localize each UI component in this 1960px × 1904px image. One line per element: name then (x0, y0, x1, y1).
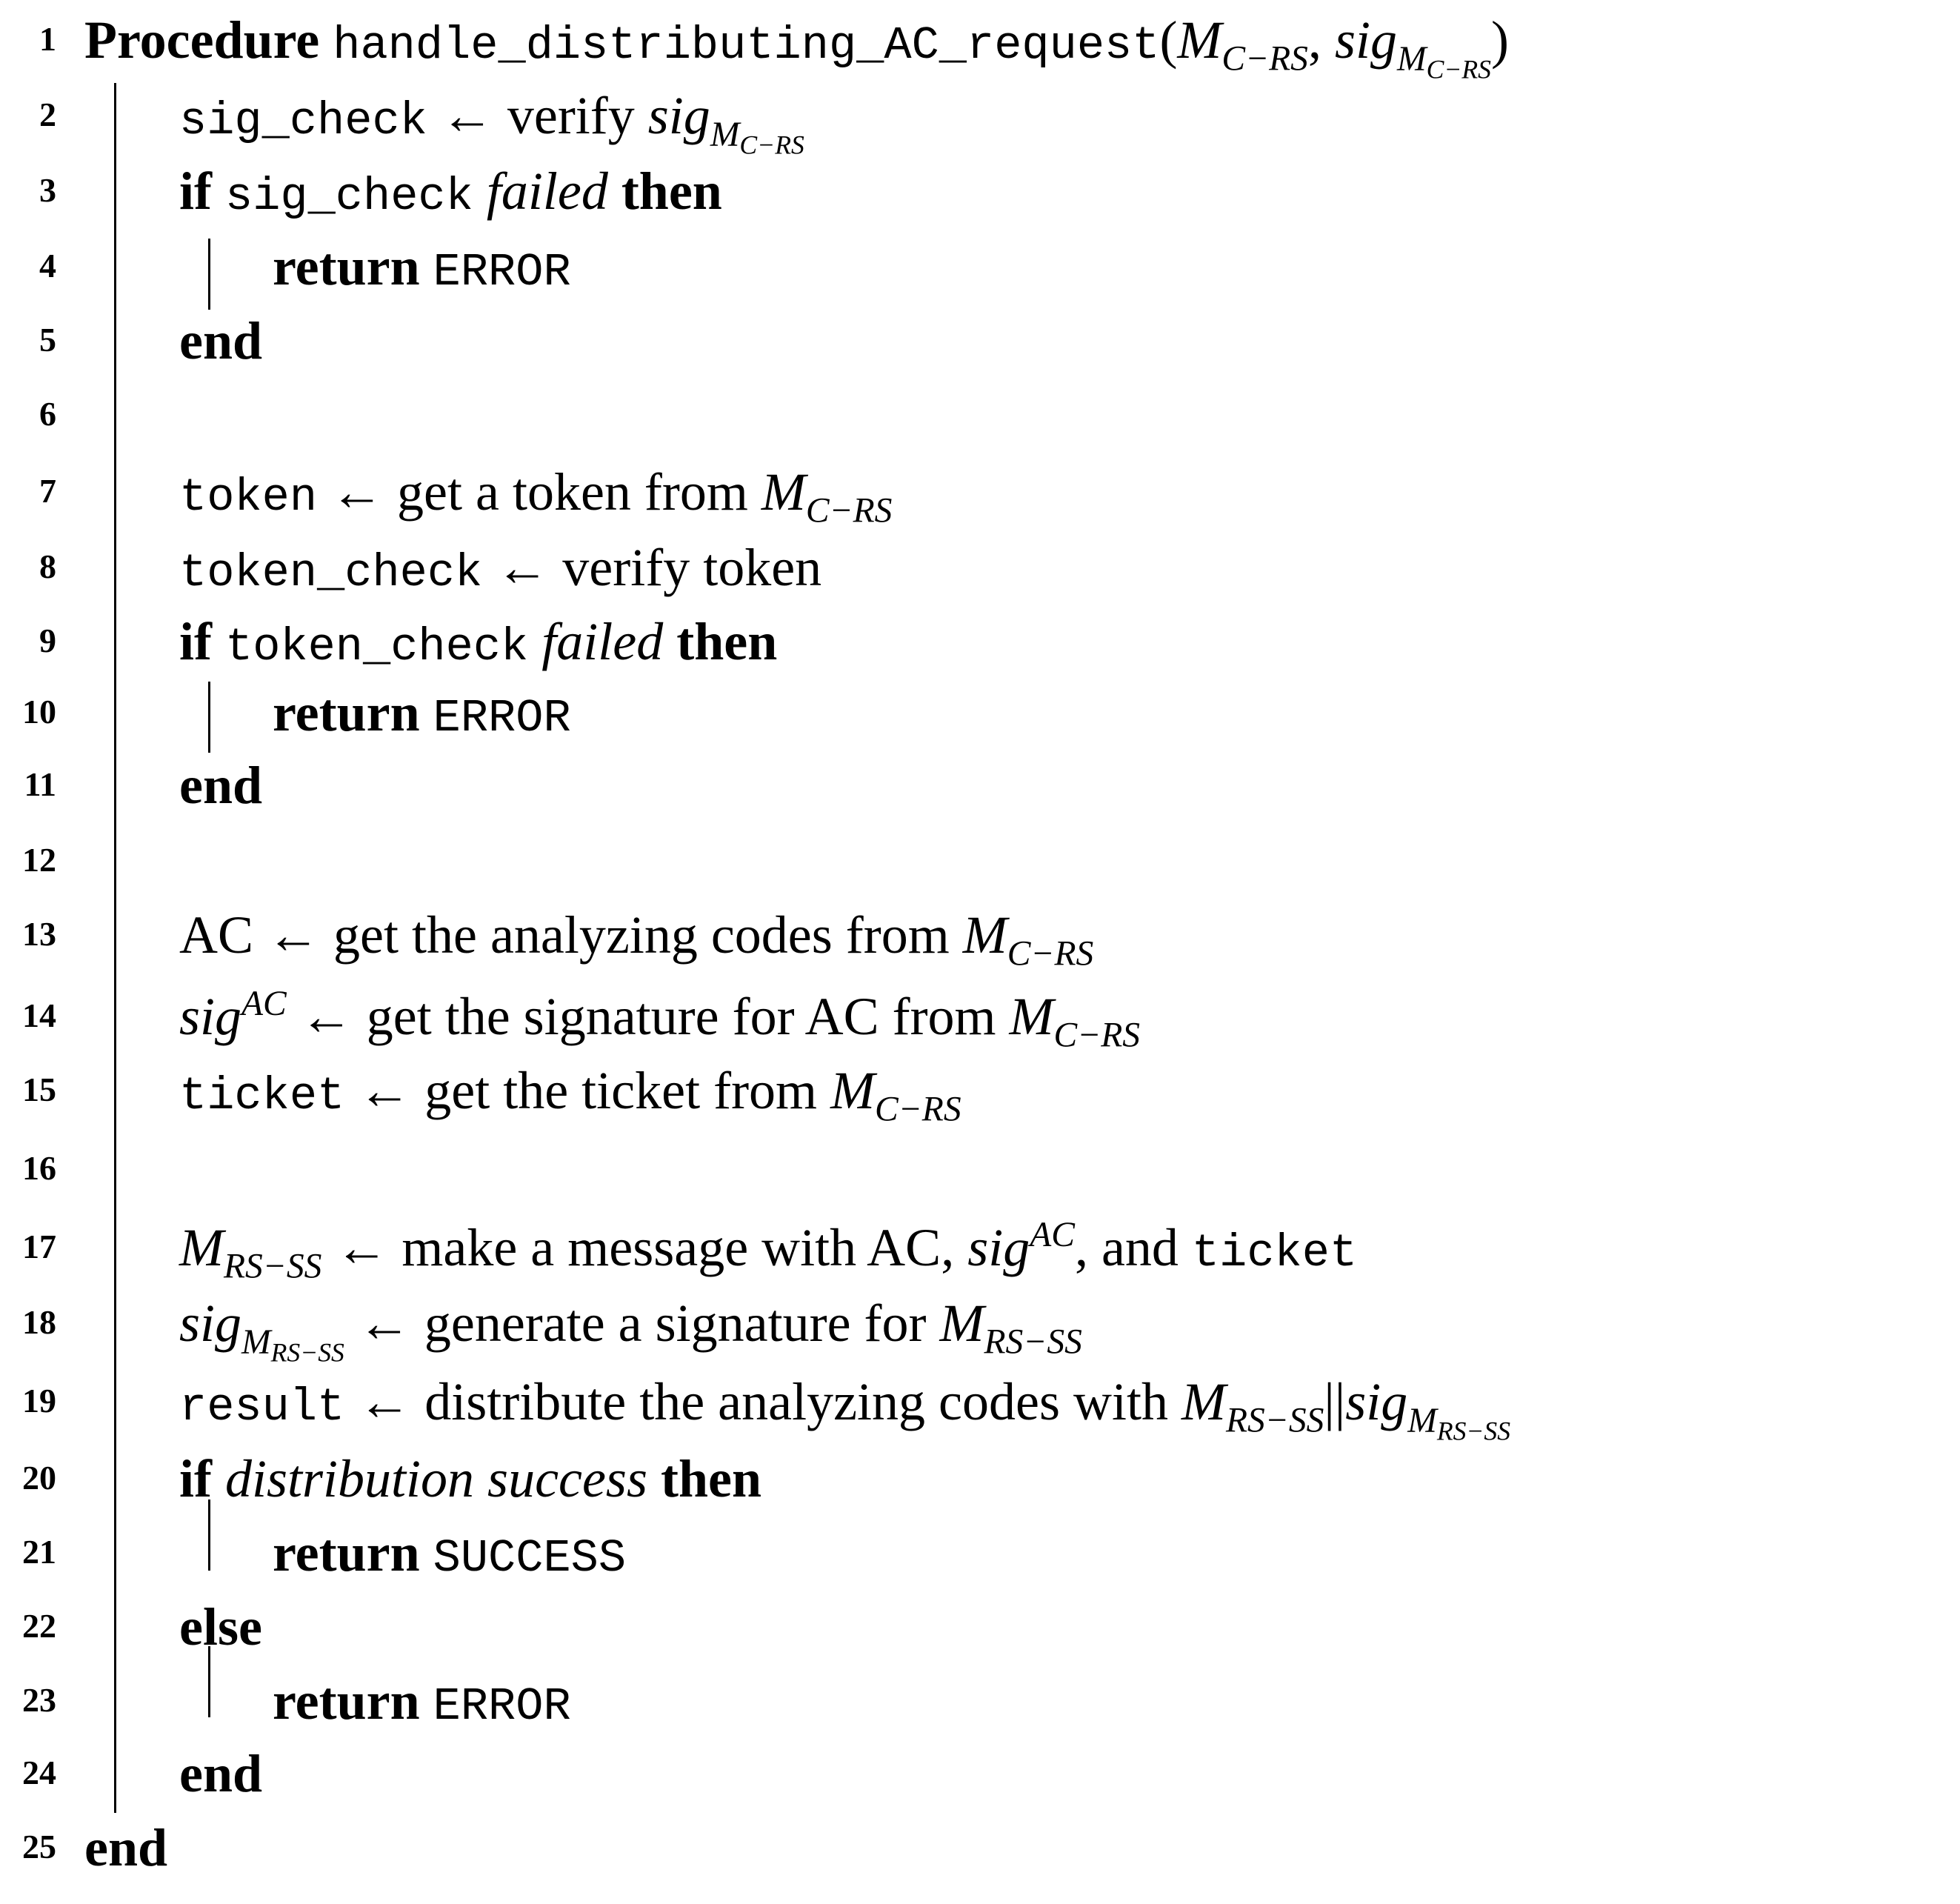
assign-arrow: ← (496, 538, 550, 597)
line-number: 20 (22, 1459, 56, 1497)
paren: ( (1159, 10, 1178, 70)
else-keyword: else (179, 1597, 262, 1657)
var-token-check: token_check (179, 547, 483, 599)
line-content (179, 979, 1140, 1053)
line-number: 22 (22, 1607, 56, 1645)
assign-arrow: ← (267, 905, 321, 965)
text: verify token (562, 538, 822, 597)
var-token-check: token_check (224, 621, 529, 673)
return-value: ERROR (433, 1680, 571, 1733)
text: , and (1074, 1218, 1179, 1277)
algo-line (0, 605, 1960, 679)
algo-line (0, 1590, 1960, 1664)
return-keyword: return (273, 1671, 420, 1731)
var-M: M (1181, 1372, 1226, 1431)
line-number: 13 (22, 915, 56, 953)
algo-line (0, 230, 1960, 304)
var-sig: sig (1334, 10, 1397, 70)
var-M: M (761, 462, 806, 522)
line-number: 4 (39, 247, 56, 284)
algo-line (0, 748, 1960, 822)
line-number: 1 (39, 20, 56, 58)
line-number: 17 (22, 1228, 56, 1265)
algo-line (0, 154, 1960, 228)
algo-line (0, 1516, 1960, 1590)
var-M: M (830, 1061, 876, 1120)
line-content (179, 1365, 1510, 1445)
text: verify (507, 86, 635, 145)
var-M: M (179, 1218, 224, 1277)
var-token: token (179, 471, 318, 524)
subscript: C−RS (1426, 54, 1491, 84)
algo-line (0, 898, 1960, 972)
text: make a message with AC, (401, 1218, 955, 1277)
line-number: 23 (22, 1681, 56, 1719)
return-keyword: return (273, 1523, 420, 1582)
subscript: RS−SS (1225, 1401, 1324, 1440)
subscript: C−RS (1053, 1016, 1141, 1055)
comma: , (1307, 10, 1321, 70)
var-M: M (241, 1322, 271, 1362)
then-keyword: then (621, 162, 722, 221)
line-content (179, 1053, 961, 1134)
var-sig: sig (647, 86, 710, 145)
algo-line (0, 79, 1960, 160)
condition-text: failed (541, 612, 664, 671)
subscript: C−RS (739, 130, 804, 160)
line-number: 12 (22, 841, 56, 879)
algo-line (0, 1737, 1960, 1811)
algo-line (0, 676, 1960, 750)
line-number: 18 (22, 1303, 56, 1341)
text: generate a signature for (424, 1294, 927, 1353)
algo-line (0, 1442, 1960, 1516)
var-AC: AC (179, 905, 254, 965)
algo-line (0, 1132, 1960, 1206)
line-number: 7 (39, 472, 56, 510)
line-content (179, 1442, 761, 1516)
algo-line (0, 979, 1960, 1053)
var-M: M (962, 905, 1007, 965)
line-number: 9 (39, 622, 56, 659)
algo-line (0, 304, 1960, 378)
line-number: 21 (22, 1533, 56, 1571)
var-M: M (1009, 987, 1054, 1046)
end-keyword: end (179, 311, 263, 370)
var-sig: sig (967, 1218, 1030, 1277)
var-sig-check: sig_check (179, 95, 427, 147)
line-number: 16 (22, 1149, 56, 1187)
var-sig: sig (179, 987, 242, 1046)
return-value: ERROR (433, 246, 571, 299)
var-M: M (710, 115, 740, 154)
subscript: RS−SS (270, 1337, 344, 1368)
algo-line (0, 1365, 1960, 1446)
algo-line (0, 530, 1960, 605)
var-sig: sig (1345, 1372, 1408, 1431)
return-keyword: return (273, 683, 420, 742)
assign-arrow: ← (358, 1372, 412, 1431)
text: get the ticket from (424, 1061, 818, 1120)
var-result: result (179, 1381, 345, 1434)
end-keyword: end (179, 756, 263, 815)
var-sig: sig (179, 1294, 242, 1353)
var-sig-check: sig_check (224, 170, 473, 223)
line-number: 24 (22, 1754, 56, 1791)
if-keyword: if (179, 612, 212, 671)
line-number: 10 (22, 693, 56, 730)
line-content (179, 1286, 1082, 1368)
line-content (84, 3, 1509, 83)
subscript: C−RS (1221, 39, 1308, 79)
concat-operator: || (1324, 1372, 1346, 1431)
end-keyword: end (84, 1818, 168, 1877)
line-content (273, 1664, 571, 1744)
return-keyword: return (273, 237, 420, 296)
line-content (179, 79, 804, 159)
subscript: C−RS (875, 1090, 961, 1129)
assign-arrow: ← (358, 1061, 412, 1120)
var-M: M (939, 1294, 984, 1353)
assign-arrow: ← (357, 1294, 411, 1353)
subscript: RS−SS (984, 1322, 1082, 1362)
line-content (179, 605, 777, 685)
line-content (179, 898, 1093, 972)
algo-line (0, 824, 1960, 898)
line-number: 2 (39, 96, 56, 133)
line-content (179, 1211, 1357, 1291)
line-content (273, 676, 571, 756)
line-content (179, 530, 821, 610)
subscript: C−RS (1007, 934, 1094, 973)
text: get a token from (397, 462, 748, 522)
line-number: 3 (39, 171, 56, 209)
subscript: RS−SS (1436, 1416, 1511, 1446)
algo-line (0, 1286, 1960, 1368)
return-value: ERROR (433, 692, 571, 745)
text: distribute the analyzing codes with (424, 1372, 1168, 1431)
procedure-name: handle_distributing_AC_request (333, 19, 1160, 72)
algo-line (0, 1811, 1960, 1885)
procedure-keyword: Procedure (84, 10, 320, 70)
line-number: 15 (22, 1071, 56, 1108)
line-number: 14 (22, 996, 56, 1034)
algo-line (0, 3, 1960, 84)
text: get the signature for AC from (366, 987, 996, 1046)
var-ticket: ticket (1191, 1227, 1358, 1279)
line-number: 25 (22, 1828, 56, 1865)
var-ticket: ticket (179, 1070, 345, 1122)
paren: ) (1490, 10, 1509, 70)
line-number: 19 (22, 1382, 56, 1419)
subscript: RS−SS (223, 1247, 322, 1286)
superscript: AC (1030, 1215, 1075, 1254)
algo-line (0, 455, 1960, 529)
text: get the analyzing codes from (333, 905, 950, 965)
var-M: M (1177, 10, 1222, 70)
if-keyword: if (179, 1449, 212, 1508)
line-number: 8 (39, 547, 56, 585)
subscript: C−RS (805, 491, 893, 530)
var-M: M (1407, 1401, 1437, 1440)
return-value: SUCCESS (433, 1532, 627, 1585)
line-number: 5 (39, 321, 56, 359)
line-number: 6 (39, 395, 56, 433)
assign-arrow: ← (335, 1218, 389, 1277)
algo-line (0, 1664, 1960, 1738)
line-content (179, 455, 892, 535)
var-M: M (1396, 39, 1427, 79)
line-number: 11 (24, 765, 56, 803)
superscript: AC (241, 984, 287, 1023)
algo-line (0, 1053, 1960, 1128)
line-content (179, 154, 722, 234)
if-keyword: if (179, 162, 212, 221)
assign-arrow: ← (440, 86, 494, 145)
then-keyword: then (676, 612, 778, 671)
assign-arrow: ← (330, 462, 384, 522)
algo-line (0, 378, 1960, 452)
line-content (273, 1516, 626, 1596)
condition-text: failed (486, 162, 608, 221)
assign-arrow: ← (299, 987, 353, 1046)
condition-text: distribution success (224, 1449, 647, 1508)
algo-line (0, 1211, 1960, 1285)
then-keyword: then (660, 1449, 762, 1508)
end-keyword: end (179, 1744, 263, 1803)
line-content (273, 230, 571, 310)
